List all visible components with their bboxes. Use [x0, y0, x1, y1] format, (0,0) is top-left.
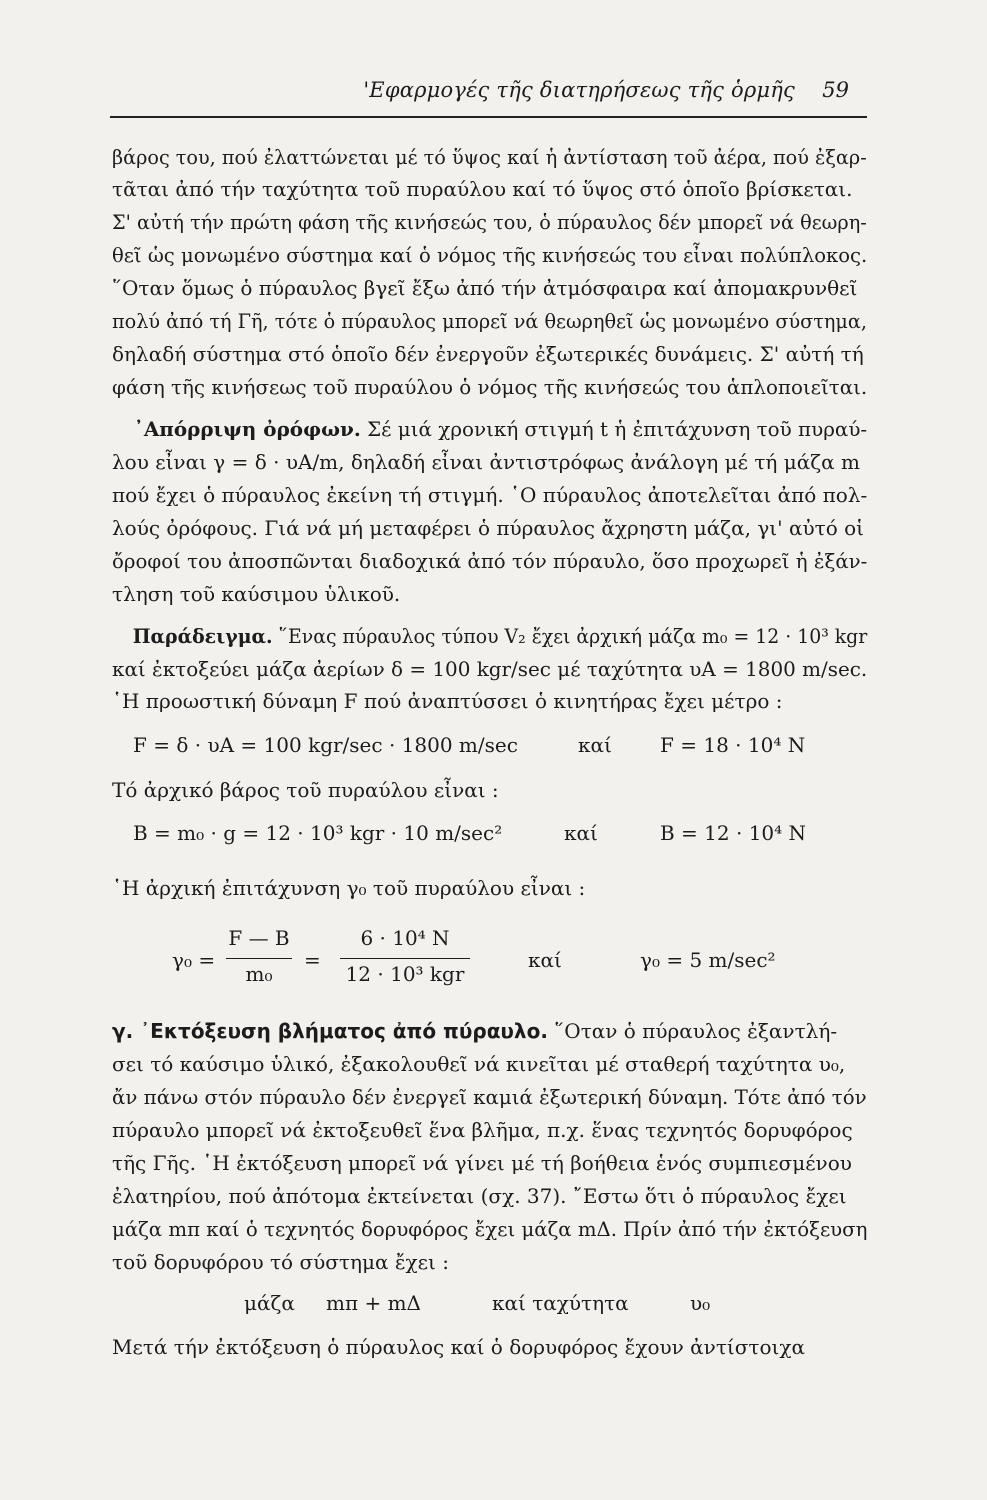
equation-acceleration-result: γ₀ = 5 m/sec²	[640, 948, 776, 972]
paragraph-line: ἐλατηρίου, πού ἀπότομα ἐκτείνεται (σχ. 37). ῎Εστω ὅτι ὁ πύραυλος ἔχει	[112, 1184, 847, 1208]
paragraph-line: ῾Η προωστική δύναμη F πού ἀναπτύσσει ὁ κινητήρας ἔχει μέτρο :	[112, 689, 783, 713]
fraction-bar	[340, 958, 470, 959]
paragraph-line: καί ἐκτοξεύει μάζα ἀερίων δ = 100 kgr/sec μέ ταχύτητα υA = 1800 m/sec.	[112, 657, 868, 681]
paragraph-line: σει τό καύσιμο ὑλικό, ἐξακολουθεῖ νά κινεῖται μέ σταθερή ταχύτητα υ₀,	[112, 1052, 846, 1076]
fraction-numerator: F — B	[228, 926, 290, 950]
equation-speed-label: καί ταχύτητα	[492, 1291, 629, 1315]
paragraph-line: φάση τῆς κινήσεως τοῦ πυραύλου ὁ νόμος τῆς κινήσεώς του ἁπλοποιεῖται.	[112, 375, 868, 399]
equation-weight: B = m₀ · g = 12 · 10³ kgr · 10 m/sec²	[133, 821, 503, 845]
paragraph-line: λου εἶναι γ = δ · υA/m, δηλαδή εἶναι ἀντιστρόφως ἀνάλογη μέ τή μάζα m	[112, 450, 860, 474]
paragraph-line: τληση τοῦ καύσιμου ὑλικοῦ.	[112, 582, 401, 606]
paragraph-line: πύραυλο μπορεῖ νά ἐκτοξευθεῖ ἕνα βλῆμα, π.χ. ἕνας τεχνητός δορυφόρος	[112, 1118, 853, 1142]
section-heading: γ. ᾿Εκτόξευση βλήματος ἀπό πύραυλο.	[112, 1019, 548, 1043]
example-heading: Παράδειγμα.	[132, 624, 273, 648]
equation-weight-result: B = 12 · 10⁴ N	[660, 821, 807, 845]
paragraph-line: τοῦ δορυφόρου τό σύστημα ἔχει :	[112, 1250, 449, 1274]
fraction-bar	[226, 958, 292, 959]
running-header-title: 'Εφαρμογές τῆς διατηρήσεως τῆς ὁρμῆς	[363, 78, 795, 102]
page-number: 59	[822, 78, 849, 102]
header-rule	[110, 116, 867, 118]
paragraph-line: δηλαδή σύστημα στό ὁποῖο δέν ἐνεργοῦν ἐξωτερικές δυνάμεις. Σ' αὐτή τή	[112, 342, 864, 366]
paragraph-line: βάρος του, πού ἐλαττώνεται μέ τό ὕψος καί ἡ ἀντίσταση τοῦ ἀέρα, πού ἐξαρ-	[112, 145, 867, 169]
paragraph-line: Παράδειγμα. ῞Ενας πύραυλος τύπου V₂ ἔχει ἀρχική μάζα m₀ = 12 · 10³ kgr	[132, 624, 868, 648]
paragraph-line: τῆς Γῆς. ῾Η ἐκτόξευση μπορεῖ νά γίνει μέ τή βοήθεια ἑνός συμπιεσμένου	[112, 1151, 852, 1175]
paragraph-line: ὄροφοί του ἀποσπῶνται διαδοχικά ἀπό τόν πύραυλο, ὅσο προχωρεῖ ἡ ἐξάν-	[112, 549, 868, 573]
paragraph-line: ᾿Απόρριψη ὀρόφων. Σέ μιά χρονική στιγμή t ἡ ἐπιτάχυνση τοῦ πυραύ-	[133, 417, 868, 441]
paragraph-line: Μετά τήν ἐκτόξευση ὁ πύραυλος καί ὁ δορυφόρος ἔχουν ἀντίστοιχα	[112, 1335, 805, 1359]
equation-speed-value: υ₀	[690, 1291, 711, 1315]
paragraph-line: πολύ ἀπό τή Γῆ, τότε ὁ πύραυλος μπορεῖ νά θεωρηθεῖ ὡς μονωμένο σύστημα,	[112, 309, 867, 333]
fraction-numerator: 6 · 10⁴ N	[360, 926, 450, 950]
subsection-heading: ᾿Απόρριψη ὀρόφων.	[133, 417, 361, 441]
paragraph-line: ἄν πάνω στόν πύραυλο δέν ἐνεργεῖ καμιά ἐξωτερική δύναμη. Τότε ἀπό τόν	[112, 1085, 867, 1109]
equation-mass-value: mπ + mΔ	[326, 1291, 421, 1315]
equation-connective: καί	[578, 733, 612, 757]
equation-connective: καί	[564, 821, 598, 845]
fraction-denominator: 12 · 10³ kgr	[345, 962, 465, 986]
equation-connective: καί	[528, 948, 562, 972]
equation-acceleration-lhs: γ₀ =	[172, 948, 216, 972]
paragraph-line: πού ἔχει ὁ πύραυλος ἐκείνη τή στιγμή. ῾Ο πύραυλος ἀποτελεῖται ἀπό πολ-	[112, 483, 868, 507]
equation-force-result: F = 18 · 10⁴ N	[660, 733, 806, 757]
equation-equals: =	[304, 948, 321, 972]
paragraph-line: μάζα mπ καί ὁ τεχνητός δορυφόρος ἔχει μάζα mΔ. Πρίν ἀπό τήν ἐκτόξευση	[112, 1217, 868, 1241]
paragraph-line: ῞Οταν ὅμως ὁ πύραυλος βγεῖ ἔξω ἀπό τήν ἀτμόσφαιρα καί ἀπομακρυνθεῖ	[112, 276, 858, 300]
paragraph-line: λούς ὀρόφους. Γιά νά μή μεταφέρει ὁ πύραυλος ἄχρηστη μάζα, γι' αὐτό οἱ	[112, 516, 864, 540]
running-header	[110, 72, 855, 106]
fraction-denominator: m₀	[245, 962, 273, 986]
equation-force: F = δ · υA = 100 kgr/sec · 1800 m/sec	[133, 733, 518, 757]
paragraph-line: τᾶται ἀπό τήν ταχύτητα τοῦ πυραύλου καί τό ὕψος στό ὁποῖο βρίσκεται.	[112, 177, 853, 201]
paragraph-line: Σ' αὐτή τήν πρώτη φάση τῆς κινήσεώς του, ὁ πύραυλος δέν μπορεῖ νά θεωρη-	[112, 210, 867, 234]
paragraph-line: θεῖ ὡς μονωμένο σύστημα καί ὁ νόμος τῆς κινήσεώς του εἶναι πολύπλοκος.	[112, 243, 868, 267]
paragraph-line: Τό ἀρχικό βάρος τοῦ πυραύλου εἶναι :	[112, 778, 499, 802]
equation-mass-label: μάζα	[244, 1291, 295, 1315]
paragraph-line: ῾Η ἀρχική ἐπιτάχυνση γ₀ τοῦ πυραύλου εἶναι :	[112, 876, 586, 900]
paragraph-line: γ. ᾿Εκτόξευση βλήματος ἀπό πύραυλο. ῞Οταν ὁ πύραυλος ἐξαντλή-	[112, 1019, 838, 1043]
